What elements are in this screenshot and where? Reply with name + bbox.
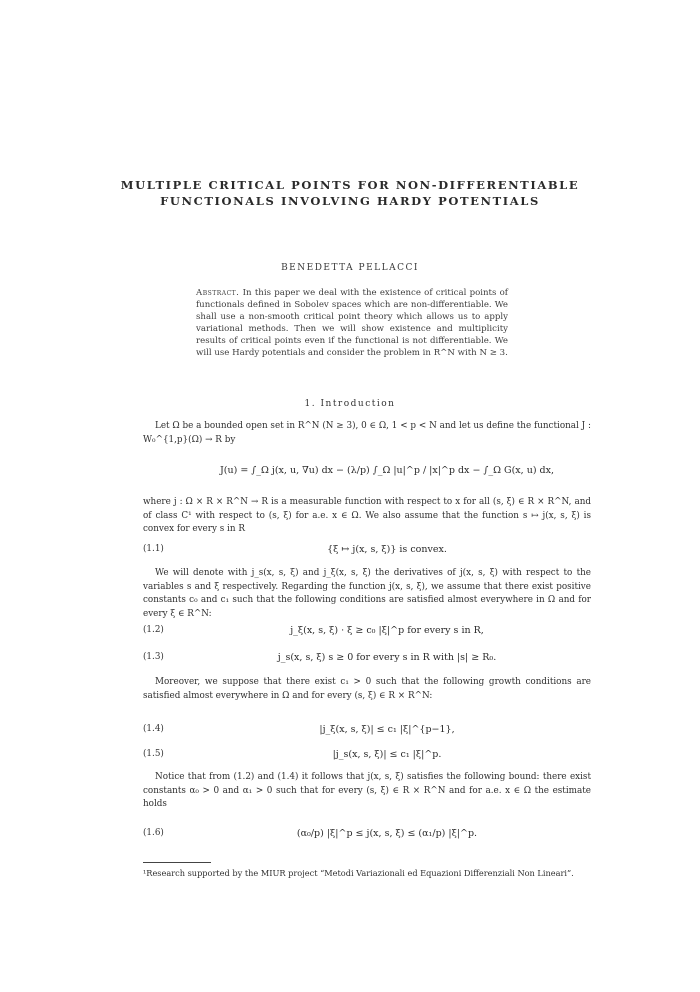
equation-functional-j <box>143 459 591 489</box>
equation-1-6 <box>143 824 591 846</box>
equation-1-3 <box>143 648 591 670</box>
paragraph-2: where j : Ω × R × R^N → R is a measurable function with respect to x for all (s, ξ) ∈ R × R^N, and of class C¹ with respect to (s, ξ) for a.e. x ∈ Ω. We also assume that the function s ↦ j(x, s, ξ) is convex for every s in R <box>143 497 591 534</box>
equation-1-4 <box>143 720 591 742</box>
abstract <box>196 287 508 359</box>
footnote: ¹Research supported by the MIUR project “Metodi Variazionali ed Equazioni Differenziali Non Lineari”. <box>143 868 574 878</box>
author-name: BENEDETTA PELLACCI <box>281 263 419 273</box>
section-heading-introduction: 1. Introduction <box>304 399 396 409</box>
equation-body: |j_ξ(x, s, ξ)| ≤ c₁ |ξ|^{p−1}, <box>319 724 455 735</box>
equation-number: (1.6) <box>143 828 164 838</box>
equation-number: (1.5) <box>143 749 164 759</box>
paragraph-1: Let Ω be a bounded open set in R^N (N ≥ 3), 0 ∈ Ω, 1 < p < N and let us define the functional J : W₀^{1,p}(Ω) → R by <box>143 421 591 445</box>
paper-title-line-2: FUNCTIONALS INVOLVING HARDY POTENTIALS <box>160 194 540 208</box>
equation-functional-j-body: J(u) = ∫_Ω j(x, u, ∇u) dx − (λ/p) ∫_Ω |u|^p / |x|^p dx − ∫_Ω G(x, u) dx, <box>219 465 555 476</box>
equation-body: (α₀/p) |ξ|^p ≤ j(x, s, ξ) ≤ (α₁/p) |ξ|^p. <box>296 828 478 839</box>
paragraph-5: Notice that from (1.2) and (1.4) it follows that j(x, s, ξ) satisfies the following bound: there exist constants α₀ > 0 and α₁ > 0 such that for every (s, ξ) ∈ R × R^N and for a.e. x ∈ Ω the estimate holds <box>143 772 591 809</box>
footnote-rule <box>143 862 211 863</box>
equation-number: (1.4) <box>143 724 164 734</box>
equation-body: j_s(x, s, ξ) s ≥ 0 for every s in R with |s| ≥ R₀. <box>277 652 497 663</box>
equation-1-1 <box>143 540 591 562</box>
equation-body: j_ξ(x, s, ξ) · ξ ≥ c₀ |ξ|^p for every s in R, <box>290 625 484 636</box>
equation-number: (1.3) <box>143 652 164 662</box>
paragraph-3: We will denote with j_s(x, s, ξ) and j_ξ(x, s, ξ) the derivatives of j(x, s, ξ) with respect to the variables s and ξ respectively. Regarding the function j(x, s, ξ), we assume that there exist positive constants c₀ and c₁ such that the following conditions are satisfied almost everywhere in Ω and for every ξ ∈ R^N: <box>143 568 591 619</box>
paragraph-4: Moreover, we suppose that there exist c₁ > 0 such that the following growth conditions are satisfied almost everywhere in Ω and for every (s, ξ) ∈ R × R^N: <box>143 677 591 701</box>
equation-body: |j_s(x, s, ξ)| ≤ c₁ |ξ|^p. <box>332 749 442 760</box>
equation-number: (1.1) <box>143 544 164 554</box>
equation-1-2 <box>143 621 591 643</box>
equation-1-5 <box>143 745 591 767</box>
equation-body: {ξ ↦ j(x, s, ξ)} is convex. <box>327 544 447 555</box>
equation-number: (1.2) <box>143 625 164 635</box>
abstract-text: In this paper we deal with the existence of critical points of functionals defined in Sobolev spaces which are non-differentiable. We shall use a non-smooth critical point theory which allows us to apply variational methods. Then we will show existence and multiplicity results of critical points even if the functional is not differentiable. We will use Hardy potentials and consider the problem in R^N with N ≥ 3. <box>196 288 508 358</box>
abstract-label: Abstract. <box>196 288 240 298</box>
paper-title-line-1: MULTIPLE CRITICAL POINTS FOR NON-DIFFERENTIABLE <box>120 178 580 192</box>
